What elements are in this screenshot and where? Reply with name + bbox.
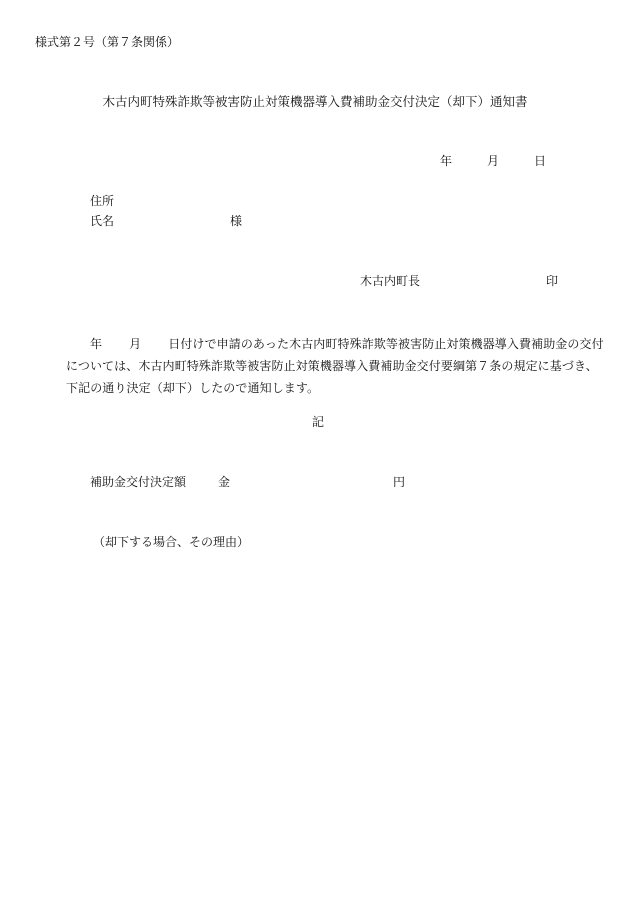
- ki-heading: 記: [312, 415, 325, 429]
- issuer-name: 木古内町長: [360, 274, 421, 288]
- notice-body: [66, 333, 604, 399]
- rejection-reason-note: （却下する場合、その理由）: [93, 535, 250, 549]
- honorific: 様: [230, 214, 243, 228]
- body-line-3: 下記の通り決定（却下）したので通知します。: [66, 381, 320, 395]
- body-line-1-text: 日付けで申請のあった木古内町特殊詐欺等被害防止対策機器導入費補助金の交付: [168, 337, 604, 351]
- amount-label: 補助金交付決定額: [90, 475, 187, 489]
- name-label: 氏名: [90, 214, 115, 228]
- address-label: 住所: [90, 194, 115, 208]
- body-line-1: [66, 333, 604, 355]
- date-month-label: 月: [487, 154, 500, 168]
- date-day-label: 日: [534, 154, 547, 168]
- document-title: 木古内町特殊詐欺等被害防止対策機器導入費補助金交付決定（却下）通知書: [102, 94, 528, 109]
- body-line-2: については、木古内町特殊詐欺等被害防止対策機器導入費補助金交付要綱第７条の規定に基づき、: [66, 359, 598, 373]
- body-month-label: 月: [129, 337, 142, 351]
- seal-mark: 印: [546, 274, 559, 288]
- amount-yen: 円: [393, 475, 406, 489]
- date-year-label: 年: [440, 154, 453, 168]
- form-number: 様式第２号（第７条関係）: [35, 35, 180, 49]
- body-year-label: 年: [90, 337, 103, 351]
- amount-kin: 金: [218, 475, 231, 489]
